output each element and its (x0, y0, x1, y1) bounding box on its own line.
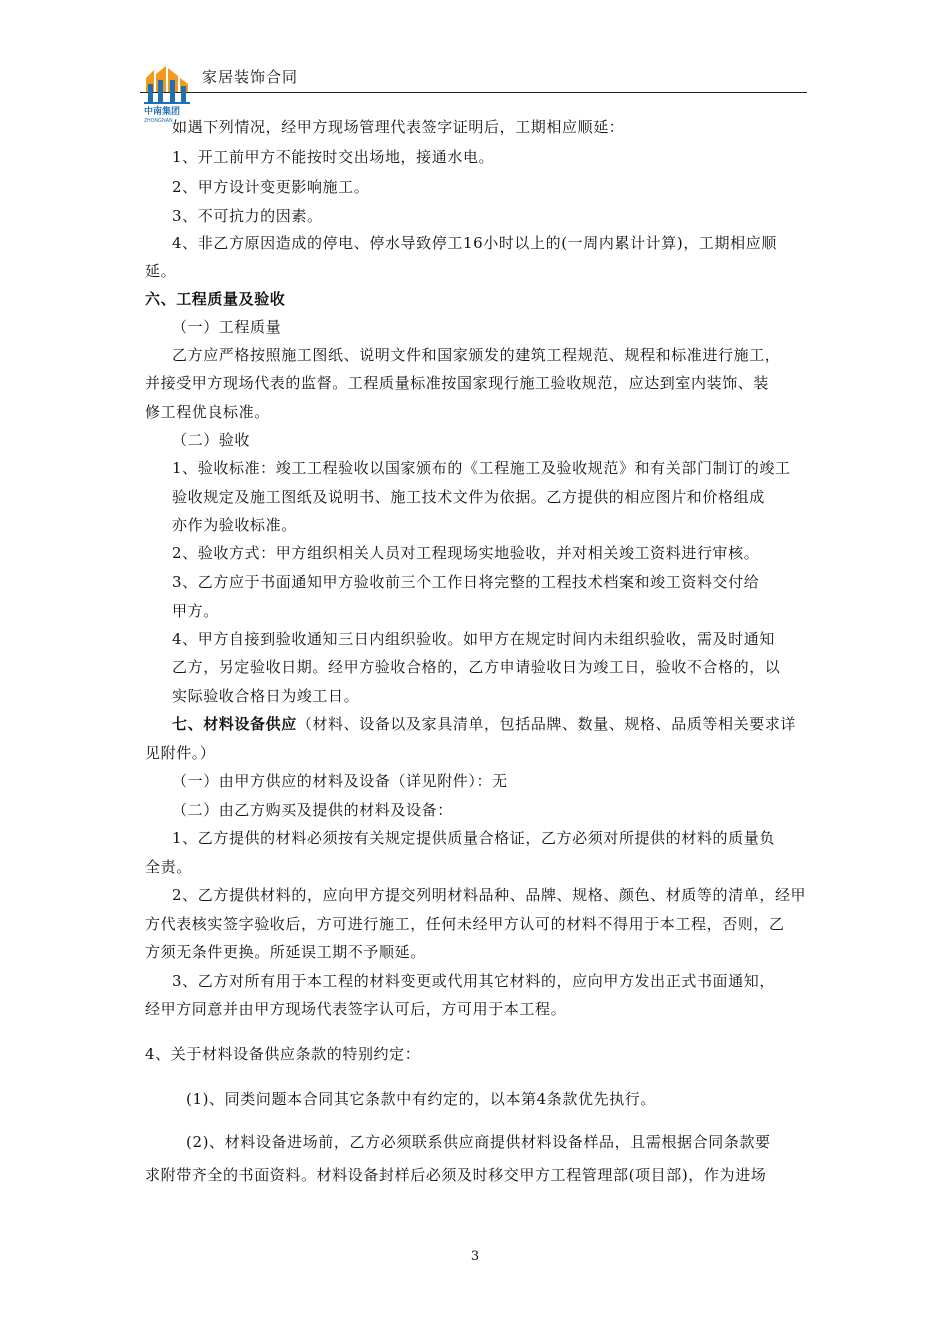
text-line: 并接受甲方现场代表的监督。工程质量标准按国家现行施工验收规范，应达到室内装饰、装 (145, 374, 770, 392)
text-line: 1、验收标准：竣工工程验收以国家颁布的《工程施工及验收规范》和有关部门制订的竣工 (172, 459, 791, 477)
text-line: 见附件。） (145, 744, 216, 762)
text-line: (2)、材料设备进场前，乙方必须联系供应商提供材料设备样品，且需根据合同条款要 (186, 1133, 771, 1151)
page-header (140, 62, 807, 124)
text-line: 延。 (145, 262, 177, 280)
text-line: 4、关于材料设备供应条款的特别约定： (145, 1045, 421, 1063)
subsection-heading: （二）验收 (172, 431, 251, 449)
text-line: 乙方应严格按照施工图纸、说明文件和国家颁发的建筑工程规范、规程和标准进行施工， (172, 346, 781, 364)
text-line: 甲方。 (172, 602, 219, 620)
text-line: 方代表核实签字验收后，方可进行施工，任何未经甲方认可的材料不得用于本工程，否则，乙 (145, 915, 785, 933)
header-title: 家居装饰合同 (202, 68, 299, 86)
text-line: 4、甲方自接到验收通知三日内组织验收。如甲方在规定时间内未组织验收，需及时通知 (172, 630, 775, 648)
text-line: 亦作为验收标准。 (172, 516, 297, 534)
page-number: 3 (470, 1249, 480, 1264)
text-line: 如遇下列情况，经甲方现场管理代表签字证明后，工期相应顺延： (172, 118, 625, 136)
text-line: 1、乙方提供的材料必须按有关规定提供质量合格证，乙方必须对所提供的材料的质量负 (172, 829, 775, 847)
subsection-heading: （一）工程质量 (172, 318, 282, 336)
text-line: 4、非乙方原因造成的停电、停水导致停工16小时以上的(一周内累计计算)，工期相应顺 (172, 234, 777, 252)
text-line: 经甲方同意并由甲方现场代表签字认可后，方可用于本工程。 (145, 1000, 567, 1018)
company-logo-icon (142, 66, 192, 124)
text-line: 2、甲方设计变更影响施工。 (172, 178, 370, 196)
text-line: 全责。 (145, 858, 192, 876)
section-heading: 六、工程质量及验收 (145, 290, 286, 308)
text-line: 方须无条件更换。所延误工期不予顺延。 (145, 943, 426, 961)
text-line: 验收规定及施工图纸及说明书、施工技术文件为依据。乙方提供的相应图片和价格组成 (172, 488, 765, 506)
text-line: 实际验收合格日为竣工日。 (172, 687, 360, 705)
text-line: 求附带齐全的书面资料。材料设备封样后必须及时移交甲方工程管理部(项目部)，作为进场 (145, 1166, 767, 1184)
section-note: （材料、设备以及家具清单，包括品牌、数量、规格、品质等相关要求详 (296, 715, 797, 733)
text-line: 2、乙方提供材料的，应向甲方提交列明材料品种、品牌、规格、颜色、材质等的清单，经甲 (172, 886, 807, 904)
text-line: 修工程优良标准。 (145, 403, 270, 421)
text-line: 1、开工前甲方不能按时交出场地，接通水电。 (172, 148, 495, 166)
svg-text:ZHONGNAN: ZHONGNAN (144, 118, 173, 124)
text-line: 乙方，另定验收日期。经甲方验收合格的，乙方申请验收日为竣工日，验收不合格的，以 (172, 658, 781, 676)
text-line: 2、验收方式：甲方组织相关人员对工程现场实地验收，并对相关竣工资料进行审核。 (172, 544, 760, 562)
subsection-heading: （二）由乙方购买及提供的材料及设备： (172, 801, 453, 819)
svg-text:中南集团: 中南集团 (144, 106, 181, 116)
text-line: 3、不可抗力的因素。 (172, 207, 323, 225)
text-line: 3、乙方应于书面通知甲方验收前三个工作日将完整的工程技术档案和竣工资料交付给 (172, 573, 760, 591)
subsection-heading: （一）由甲方供应的材料及设备（详见附件）：无 (172, 772, 508, 790)
text-line: (1)、同类问题本合同其它条款中有约定的，以本第4条款优先执行。 (186, 1090, 656, 1108)
text-line: 3、乙方对所有用于本工程的材料变更或代用其它材料的，应向甲方发出正式书面通知， (172, 972, 775, 990)
section-heading: 七、材料设备供应 (172, 715, 297, 733)
text-line (172, 714, 837, 734)
